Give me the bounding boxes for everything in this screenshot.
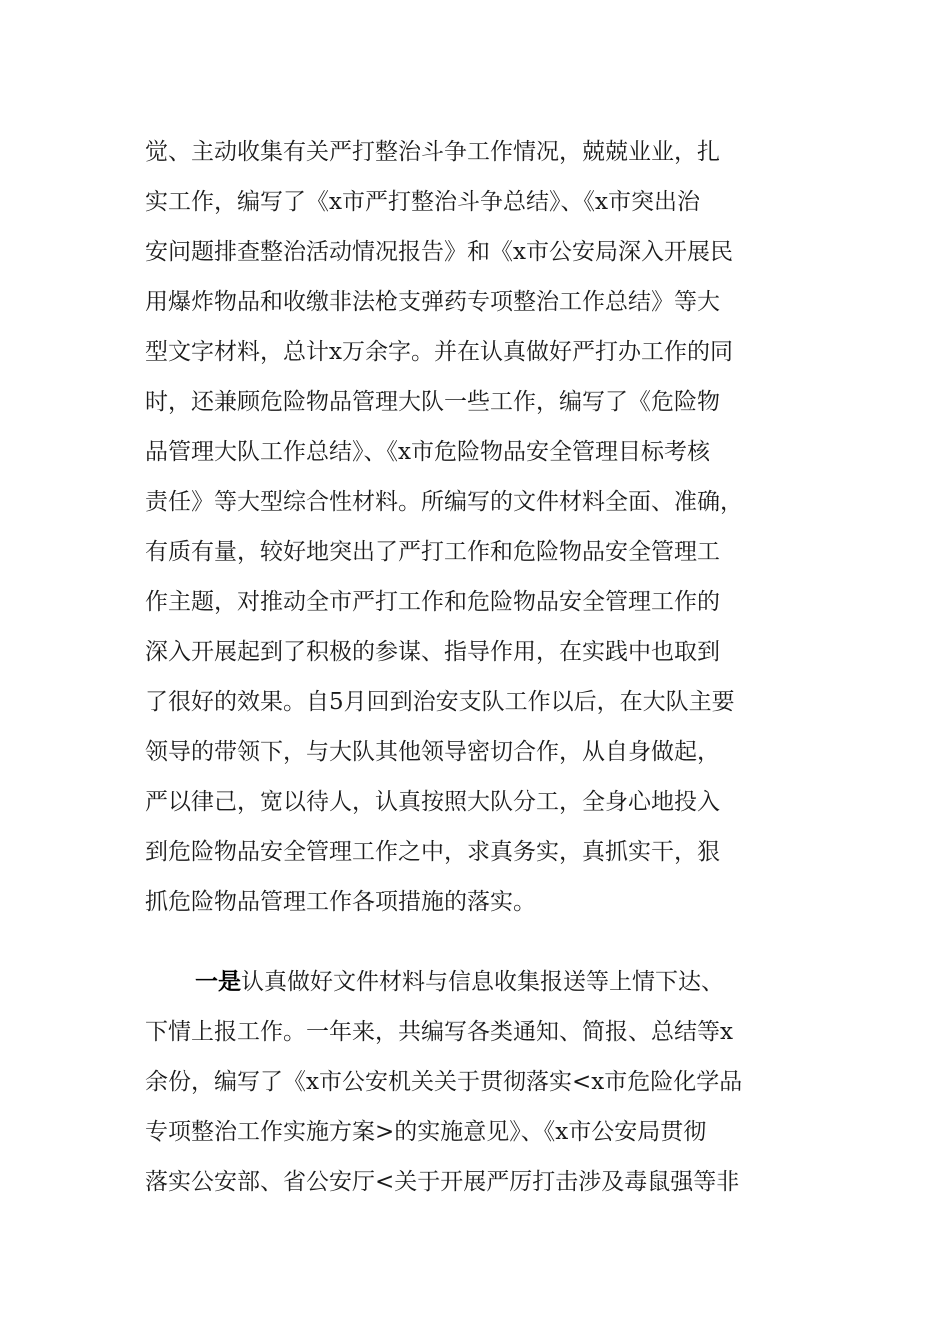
text-line: 时，还兼顾危险物品管理大队一些工作，编写了《危险物 bbox=[145, 389, 720, 415]
text-line: 了很好的效果。自5月回到治安支队工作以后，在大队主要 bbox=[145, 689, 735, 715]
paragraph-2 bbox=[145, 957, 825, 1207]
text-line: 深入开展起到了积极的参谋、指导作用，在实践中也取到 bbox=[145, 639, 720, 665]
text-line: 专项整治工作实施方案>的实施意见》、《x市公安局贯彻 bbox=[145, 1119, 707, 1145]
text-line: 型文字材料，总计x万余字。并在认真做好严打办工作的同 bbox=[145, 339, 733, 365]
text-line: 作主题，对推动全市严打工作和危险物品安全管理工作的 bbox=[145, 589, 720, 615]
lead-marker: 一是 bbox=[195, 969, 241, 995]
text-line: 领导的带领下，与大队其他领导密切合作，从自身做起， bbox=[145, 739, 720, 765]
text-line: 抓危险物品管理工作各项措施的落实。 bbox=[145, 889, 536, 915]
text-line: 品管理大队工作总结》、《x市危险物品安全管理目标考核 bbox=[145, 439, 710, 465]
text-line: 实工作，编写了《x市严打整治斗争总结》、《x市突出治 bbox=[145, 189, 700, 215]
text-line: 严以律己，宽以待人，认真按照大队分工，全身心地投入 bbox=[145, 789, 720, 815]
text-line: 有质有量，较好地突出了严打工作和危险物品安全管理工 bbox=[145, 539, 720, 565]
text-line: 安问题排查整治活动情况报告》和《x市公安局深入开展民 bbox=[145, 239, 733, 265]
paragraph-2-first-line bbox=[145, 957, 825, 1007]
text-line: 余份，编写了《x市公安机关关于贯彻落实<x市危险化学品 bbox=[145, 1069, 743, 1095]
text-line: 责任》等大型综合性材料。所编写的文件材料全面、准确， bbox=[145, 489, 743, 515]
text-line: 下情上报工作。一年来，共编写各类通知、简报、总结等x bbox=[145, 1019, 733, 1045]
paragraph-1 bbox=[145, 127, 825, 927]
text-line: 用爆炸物品和收缴非法枪支弹药专项整治工作总结》等大 bbox=[145, 289, 720, 315]
text-line: 觉、主动收集有关严打整治斗争工作情况，兢兢业业，扎 bbox=[145, 139, 720, 165]
text-line: 落实公安部、省公安厅<关于开展严厉打击涉及毒鼠强等非 bbox=[145, 1169, 740, 1195]
text-line: 到危险物品安全管理工作之中，求真务实，真抓实干，狠 bbox=[145, 839, 720, 865]
text-segment: 认真做好文件材料与信息收集报送等上情下达、 bbox=[241, 969, 724, 995]
